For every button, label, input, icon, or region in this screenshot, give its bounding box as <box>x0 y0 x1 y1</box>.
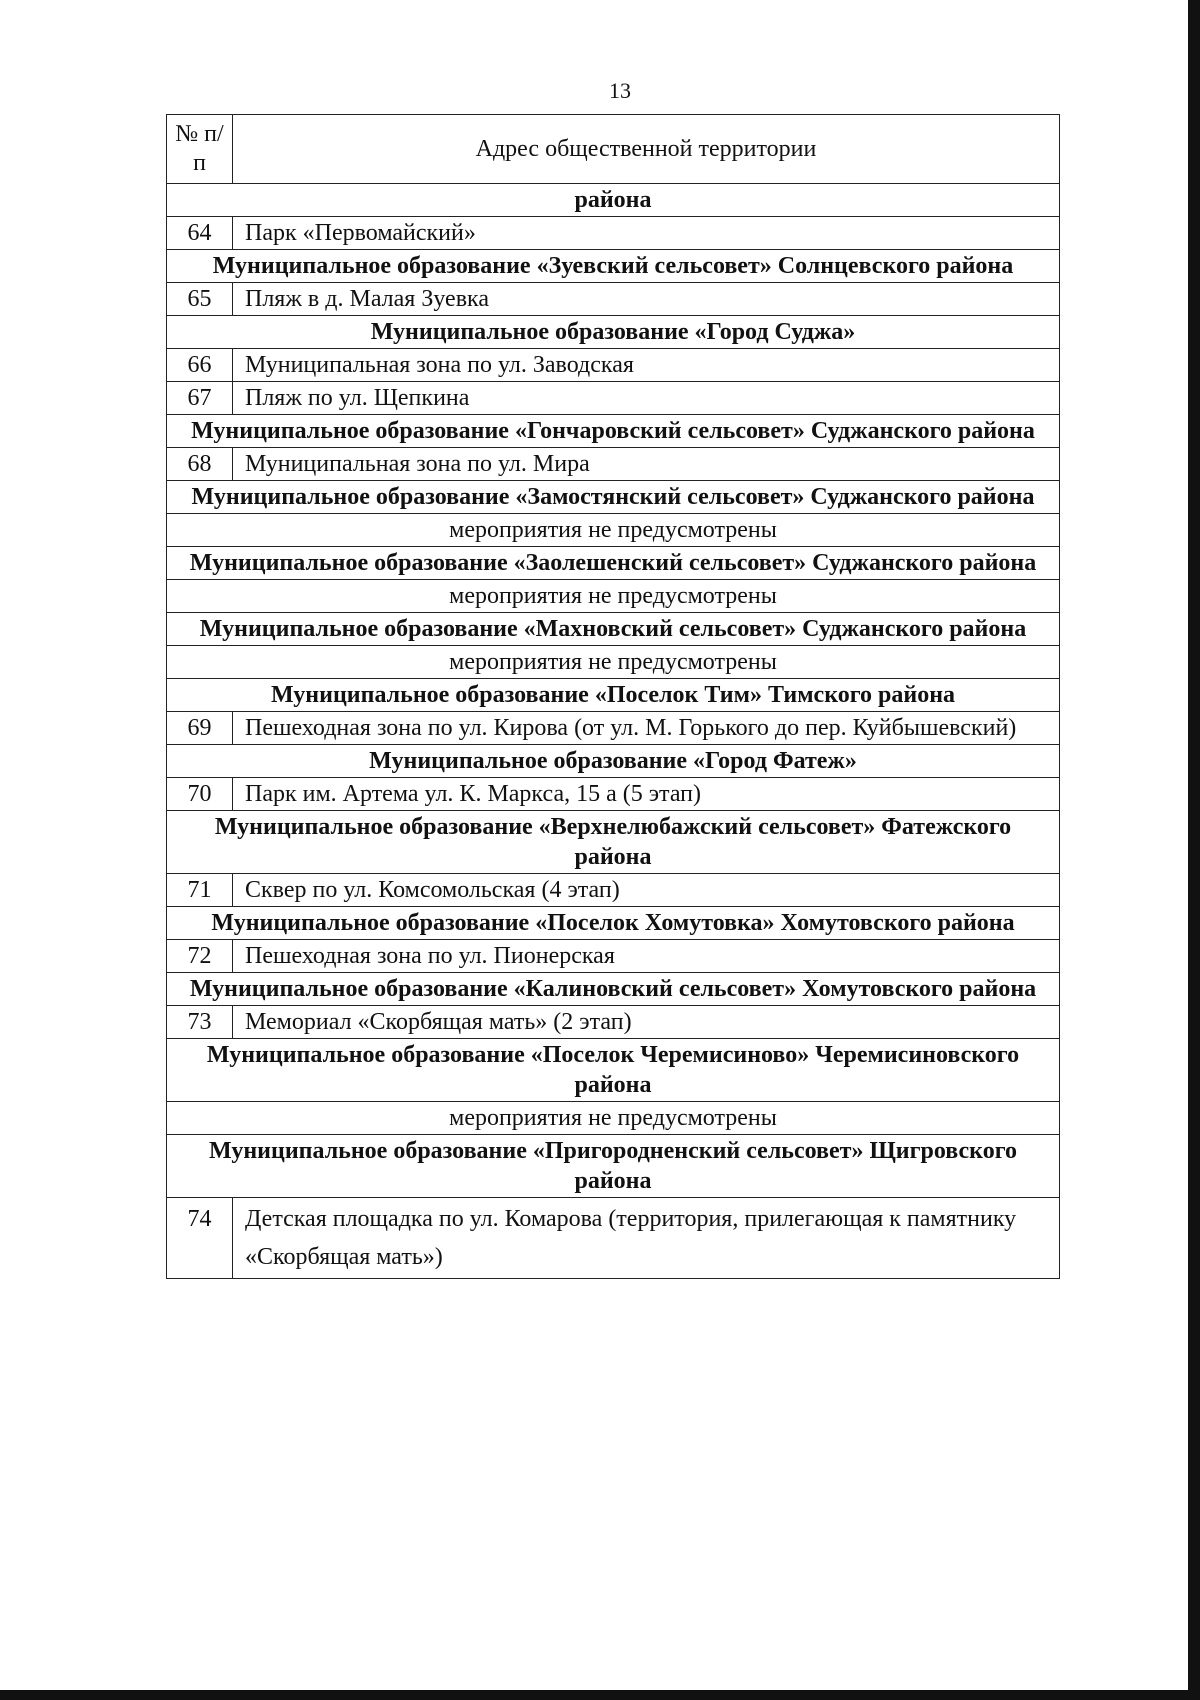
section-heading: Муниципальное образование «Калиновский сельсовет» Хомутовского района <box>167 973 1060 1006</box>
note-row <box>167 646 1060 679</box>
row-address: Парк «Первомайский» <box>233 217 1060 250</box>
table-row <box>167 217 1060 250</box>
note-row <box>167 580 1060 613</box>
row-address: Муниципальная зона по ул. Мира <box>233 448 1060 481</box>
section-row <box>167 679 1060 712</box>
row-number: 64 <box>167 217 233 250</box>
territory-table <box>166 114 1060 1279</box>
table-row <box>167 874 1060 907</box>
section-row <box>167 316 1060 349</box>
table-row <box>167 778 1060 811</box>
section-heading: Муниципальное образование «Город Суджа» <box>167 316 1060 349</box>
section-row <box>167 907 1060 940</box>
row-number: 66 <box>167 349 233 382</box>
section-row <box>167 547 1060 580</box>
section-heading: Муниципальное образование «Пригородненский сельсовет» Щигровского района <box>167 1135 1060 1198</box>
section-row <box>167 1135 1060 1198</box>
table-body <box>167 184 1060 1279</box>
table-row <box>167 283 1060 316</box>
row-number: 70 <box>167 778 233 811</box>
row-address: Пляж по ул. Щепкина <box>233 382 1060 415</box>
row-address: Пешеходная зона по ул. Пионерская <box>233 940 1060 973</box>
note-text: мероприятия не предусмотрены <box>167 580 1060 613</box>
section-heading: Муниципальное образование «Поселок Тим» Тимского района <box>167 679 1060 712</box>
section-row <box>167 1039 1060 1102</box>
row-address: Мемориал «Скорбящая мать» (2 этап) <box>233 1006 1060 1039</box>
section-row <box>167 973 1060 1006</box>
row-number: 67 <box>167 382 233 415</box>
row-number: 68 <box>167 448 233 481</box>
section-heading: района <box>167 184 1060 217</box>
section-row <box>167 184 1060 217</box>
section-row <box>167 613 1060 646</box>
section-heading: Муниципальное образование «Верхнелюбажский сельсовет» Фатежского района <box>167 811 1060 874</box>
section-heading: Муниципальное образование «Замостянский сельсовет» Суджанского района <box>167 481 1060 514</box>
section-heading: Муниципальное образование «Город Фатеж» <box>167 745 1060 778</box>
note-row <box>167 514 1060 547</box>
section-heading: Муниципальное образование «Заолешенский сельсовет» Суджанского района <box>167 547 1060 580</box>
table-row <box>167 1198 1060 1279</box>
table-header-row <box>167 115 1060 184</box>
row-number: 65 <box>167 283 233 316</box>
note-text: мероприятия не предусмотрены <box>167 1102 1060 1135</box>
table-row <box>167 1006 1060 1039</box>
row-address: Пешеходная зона по ул. Кирова (от ул. М. Горького до пер. Куйбышевский) <box>233 712 1060 745</box>
note-row <box>167 1102 1060 1135</box>
section-heading: Муниципальное образование «Поселок Хомутовка» Хомутовского района <box>167 907 1060 940</box>
section-row <box>167 481 1060 514</box>
table-row <box>167 382 1060 415</box>
table-row <box>167 349 1060 382</box>
row-address: Сквер по ул. Комсомольская (4 этап) <box>233 874 1060 907</box>
section-heading: Муниципальное образование «Махновский сельсовет» Суджанского района <box>167 613 1060 646</box>
table-row <box>167 448 1060 481</box>
row-number: 73 <box>167 1006 233 1039</box>
section-row <box>167 745 1060 778</box>
row-number: 74 <box>167 1198 233 1279</box>
section-heading: Муниципальное образование «Поселок Черемисиново» Черемисиновского района <box>167 1039 1060 1102</box>
row-number: 72 <box>167 940 233 973</box>
page-edge-bottom <box>0 1690 1200 1700</box>
note-text: мероприятия не предусмотрены <box>167 514 1060 547</box>
table-row <box>167 712 1060 745</box>
header-address: Адрес общественной территории <box>233 115 1060 184</box>
table-row <box>167 940 1060 973</box>
row-address: Детская площадка по ул. Комарова (территория, прилегающая к памятнику «Скорбящая мать») <box>233 1198 1060 1279</box>
row-number: 69 <box>167 712 233 745</box>
section-heading: Муниципальное образование «Зуевский сельсовет» Солнцевского района <box>167 250 1060 283</box>
section-row <box>167 415 1060 448</box>
section-row <box>167 250 1060 283</box>
section-row <box>167 811 1060 874</box>
page-edge-right <box>1188 0 1200 1700</box>
row-address: Пляж в д. Малая Зуевка <box>233 283 1060 316</box>
row-number: 71 <box>167 874 233 907</box>
header-num: № п/п <box>167 115 233 184</box>
row-address: Парк им. Артема ул. К. Маркса, 15 а (5 этап) <box>233 778 1060 811</box>
row-address: Муниципальная зона по ул. Заводская <box>233 349 1060 382</box>
note-text: мероприятия не предусмотрены <box>167 646 1060 679</box>
page-number: 13 <box>609 78 631 103</box>
section-heading: Муниципальное образование «Гончаровский сельсовет» Суджанского района <box>167 415 1060 448</box>
